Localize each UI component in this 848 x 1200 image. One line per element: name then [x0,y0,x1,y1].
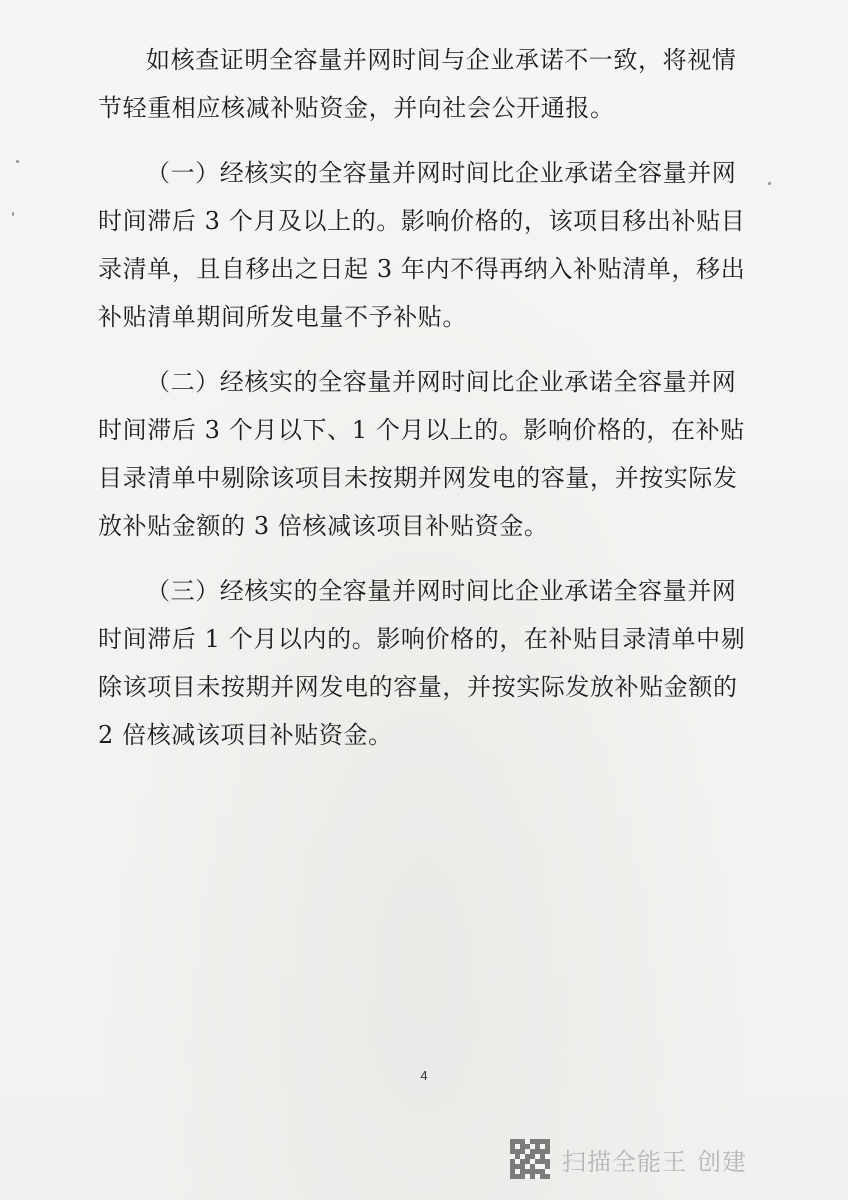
text-line: （一）经核实的全容量并网时间比企业承诺全容量并网 [146,159,737,187]
watermark-text [562,1142,747,1177]
text-line: 时间滞后 1 个月以内的。影响价格的，在补贴目录清单中剔 [98,625,746,653]
text-line: 放补贴金额的 3 倍核减该项目补贴资金。 [98,512,549,540]
text-line: 目录清单中剔除该项目未按期并网发电的容量，并按实际发 [98,464,738,492]
text-line: （三）经核实的全容量并网时间比企业承诺全容量并网 [146,577,737,605]
qr-code-icon [510,1139,550,1179]
scan-speck [768,182,771,185]
paragraph-intro [98,36,738,132]
watermark-brand: 扫描全能王 [562,1147,687,1176]
paragraph-item-1 [98,149,746,341]
scanner-watermark [510,1136,747,1182]
text-line: 2 倍核减该项目补贴资金。 [98,721,393,749]
text-line: 如核查证明全容量并网时间与企业承诺不一致，将视情 [146,46,737,74]
scan-speck [12,212,14,216]
text-line: （二）经核实的全容量并网时间比企业承诺全容量并网 [146,368,737,396]
text-line: 时间滞后 3 个月及以上的。影响价格的，该项目移出补贴目 [98,207,746,235]
text-line: 除该项目未按期并网发电的容量，并按实际发放补贴金额的 [98,673,738,701]
text-line: 节轻重相应核减补贴资金，并向社会公开通报。 [98,94,615,122]
paragraph-item-3 [98,567,746,759]
text-line: 时间滞后 3 个月以下、1 个月以上的。影响价格的，在补贴 [98,416,745,444]
text-line: 补贴清单期间所发电量不予补贴。 [98,303,467,331]
watermark-action: 创建 [697,1147,747,1176]
text-line: 录清单，且自移出之日起 3 年内不得再纳入补贴清单，移出 [98,255,746,283]
document-body [98,36,746,759]
scan-speck [16,160,19,163]
page-number: 4 [420,1068,428,1083]
paragraph-item-2 [98,358,745,550]
